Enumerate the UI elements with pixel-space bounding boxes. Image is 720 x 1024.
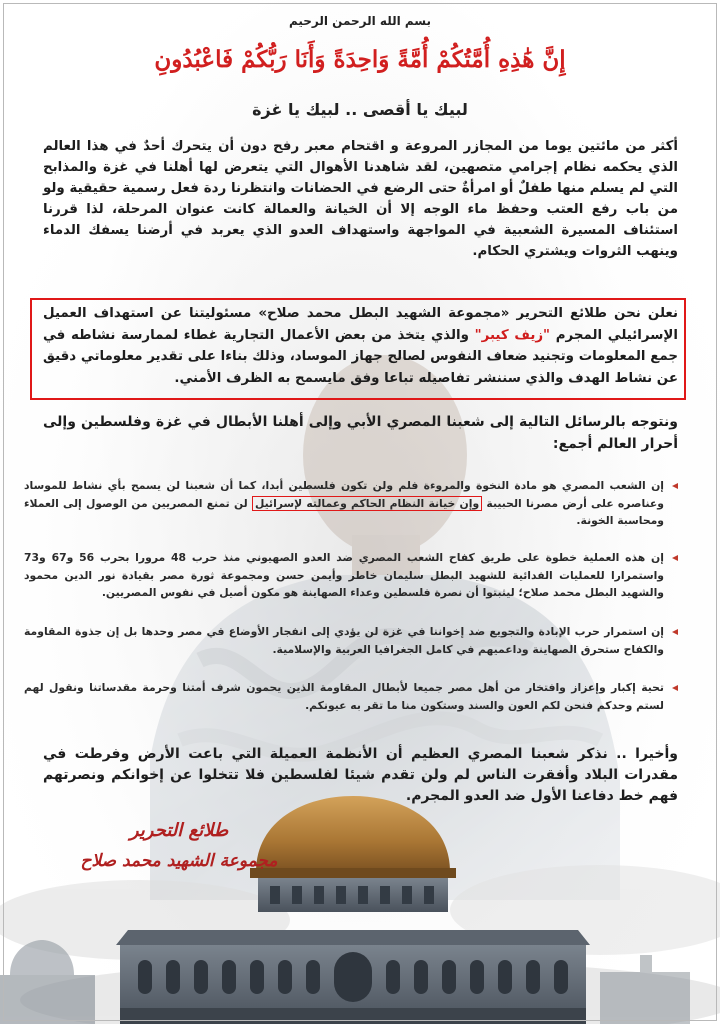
announcement-text-start: نعلن نحن طلائع التحرير «مجموعة الشهيد البطل محمد صلاح» مسئوليتنا عن استهداف العميل الإسرائيلي المجرم — [43, 306, 678, 343]
message-1-text-end: لن تمنع المصريين من الوصول إلى العملاء ومحاسبة الخونة. — [24, 496, 664, 527]
quran-verse: إِنَّ هَٰذِهِ أُمَّتُكُمْ أُمَّةً وَاحِدَةً وَأَنَا رَبُّكُمْ فَاعْبُدُونِ — [154, 46, 566, 73]
message-1-text-start: إن الشعب المصري هو مادة النخوة والمروءة فلم ولن تكون فلسطين أبدا، كما أن شعبنا لن يسمح بأي نشاط للموساد وعناصره على أرض مصرنا الحبيبة — [24, 479, 665, 510]
messages-intro: ونتوجه بالرسائل التالية إلى شعبنا المصري الأبي وإلى أهلنا الأبطال في غزة وفلسطين وإلى أحرار العالم أجمع: — [43, 414, 678, 452]
signature-line-1: طلائع التحرير — [129, 820, 229, 841]
announcement-text-end: والذي يتخذ من بعض الأعمال التجارية غطاء لممارسة نشاطه في جمع المعلومات وتجنيد ضعاف النفوس لصالح جهاز الموساد، وذلك بناءا على تقدير معلوماتي دقيق عن نشاط الهدف والذي سننشر تفاصيله تباعا وفق مايسمح به الظرف الأمني. — [43, 327, 678, 386]
slogan: لبيك يا أقصى .. لبيك يا غزة — [252, 100, 468, 119]
target-name: "زيف كيبر" — [474, 327, 551, 343]
intro-paragraph: أكثر من مائتين يوما من المجازر المروعة و اقتحام معبر رفح دون أن يتحرك أحدٌ في هذا العالم الذي يحكمه نظام إجرامي متصهين، لقد شاهدنا الأهوال التي يتعرض لها أهلنا في غزة والمذابح التي لم يسلم منها طفلٌ أو امرأةٌ حتى الرضع في الحضانات وانتظرنا ردة فعل رسمية حقيقية ولو من باب رفع العتب وحفظ ماء الوجه إلا أن الخيانة والعمالة كانت عنوان المرحلة، لذا قررنا استئناف المسيرة الشعبية في المواجهة واستهداف العدو الذي يعربد في أرضنا يسفك الدماء وينهب الثروات ويشتري الحكام. — [43, 139, 678, 259]
list-item: إن استمرار حرب الإبادة والتجويع ضد إخواننا في غزة لن يؤدي إلى انفجار الأوضاع في مصر وحدها بل إن جذوة المقاومة والكفاح ستحرق الصهاينة وداعميهم في كامل الجغرافيا العربية والإسلامية. — [24, 623, 678, 658]
announcement-paragraph — [43, 303, 678, 389]
list-item — [24, 477, 678, 530]
signature-line-2: مجموعة الشهيد محمد صلاح — [80, 851, 278, 871]
basmala: بسم الله الرحمن الرحيم — [288, 14, 432, 28]
list-item: تحية إكبار وإعزاز وافتخار من أهل مصر جميعا لأبطال المقاومة الذين يحمون شرف أمتنا وحرمة مقدساتنا ونقول لهم لستم وحدكم فنحن لكم العون والسند وستكون منا ما تقر به عيونكم. — [24, 679, 678, 714]
boxed-phrase: وإن خيانة النظام الحاكم وعمالته لإسرائيل — [252, 496, 482, 511]
list-item: إن هذه العملية خطوة على طريق كفاح الشعب المصري ضد العدو الصهيوني منذ حرب 48 مرورا بحرب 56 و67 و73 واستمرارا للعمليات الفدائية للشهيد البطل سليمان خاطر وأيمن حسن ومجموعة ثورة مصر بقيادة نور الدين محمود والشهيد البطل محمد صلاح؛ ليثبتوا أن نصرة فلسطين وعداء الصهاينة هو مكون أصيل في نفوس المصريين. — [24, 549, 678, 602]
closing-paragraph: وأخيرا .. نذكر شعبنا المصري العظيم أن الأنظمة العميلة التي باعت الأرض وفرطت في مقدرات البلاد وأفقرت الناس لم ولن تقدم شيئا لفلسطين فلا تتخلوا عن إخوانكم ونصرتهم فهم خط دفاعنا الأول ضد العدو المجرم. — [43, 746, 678, 804]
signature — [74, 818, 284, 874]
